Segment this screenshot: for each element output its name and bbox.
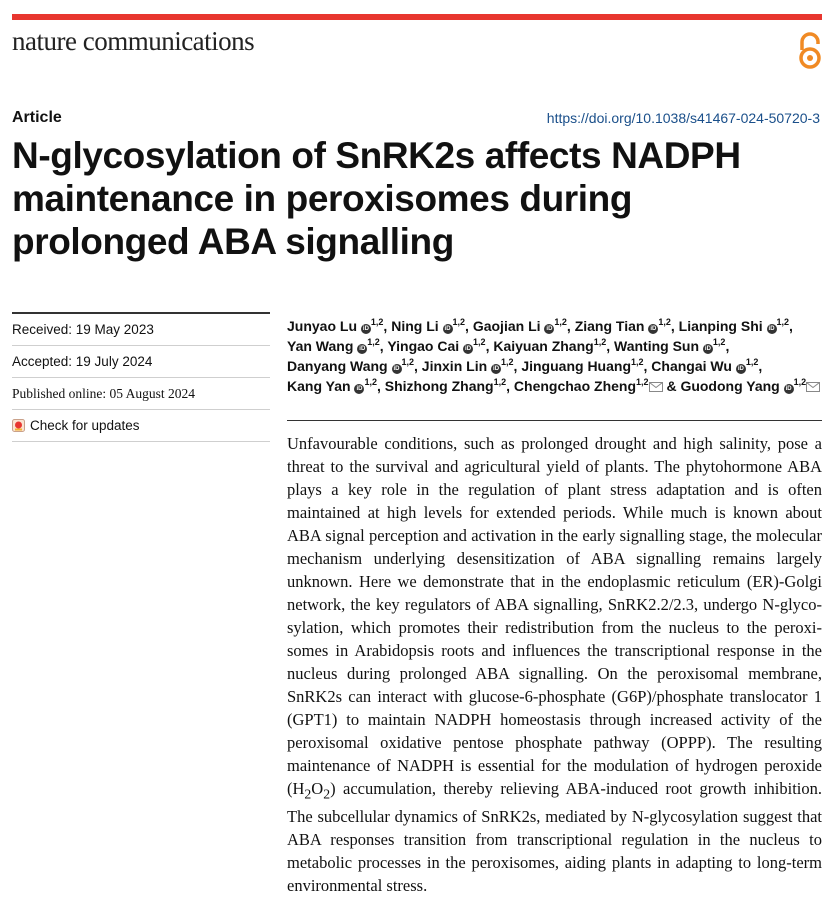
orcid-icon[interactable]: iD: [768, 326, 775, 332]
abstract: [287, 432, 822, 897]
orcid-icon[interactable]: iD: [359, 346, 366, 352]
author[interactable]: [521, 358, 643, 374]
author[interactable]: [493, 338, 606, 354]
author[interactable]: [651, 358, 758, 374]
author-affiliation: 1,2: [493, 377, 507, 387]
author[interactable]: [614, 338, 725, 354]
author[interactable]: & Guodong Yang iD$^{1,2}$: [666, 378, 820, 394]
article-type-label: Article: [12, 109, 62, 126]
author-affiliation: 1,2: [364, 377, 377, 387]
author[interactable]: [473, 318, 567, 334]
author[interactable]: [575, 318, 671, 334]
author-affiliation: 1,2: [473, 337, 486, 347]
author-name: Jinguang Huang: [521, 358, 631, 374]
journal-accent-bar: [12, 14, 822, 20]
author-name: Chengchao Zheng: [513, 378, 637, 394]
orcid-icon[interactable]: iD: [393, 366, 400, 372]
author-name: Kang Yan: [287, 378, 351, 394]
accepted-date: Accepted: 19 July 2024: [12, 345, 270, 377]
abstract-text-part1: Unfavourable conditions, such as prolonged drought and high salinity, pose a threat to the survival and agricultural yield of plants. The phytohormone ABA plays a key role in the regulation of plant stress adaptation and is often maintained at high levels for extended periods. While much is known about ABA signal perception and activation in the early signalling stage, the molecular mechanism underlying desensitization of ABA signalling remains largely unknown. Here we demonstrate that in the endoplasmic reticulum (ER)-Golgi network, the key regulators of ABA signalling, SnRK2.2/2.3, undergo N-glycosylation, which promotes their redistribution from the nucleus to the peroxisomes in Arabidopsis roots and influences the transcriptional response in the nucleus during prolonged ABA signalling. On the peroxisomal membrane, SnRK2s can interact with glucose-6-phosphate (G6P)/phosphate translocator 1 (GPT1) to maintain NADPH homeostasis through increased activity of the peroxisomal oxidative pentose phosphate pathway (OPPP). The resulting maintenance of NADPH is essential for the modulation of hydrogen peroxide (: [287, 434, 822, 798]
author[interactable]: [387, 338, 485, 354]
orcid-icon[interactable]: iD: [444, 326, 451, 332]
author-affiliation: 1,2: [745, 357, 759, 367]
email-icon[interactable]: [806, 382, 820, 392]
author[interactable]: [287, 378, 377, 394]
author[interactable]: [391, 318, 465, 334]
orcid-icon[interactable]: iD: [704, 346, 711, 352]
author-affiliation: 1,2: [367, 337, 380, 347]
h2o2-o: O: [311, 779, 324, 798]
author[interactable]: [287, 338, 380, 354]
abstract-text-part2: ) accumulation, thereby relieving ABA-induced root growth inhibition. The subcellular dynamics of SnRK2s, mediated by N-glycosylation suggest that ABA responses transition from transcriptional regulation in the nucleus to metabolic processes in the peroxisomes, aiding plants in adapting to long-term environmental stress.: [287, 779, 822, 896]
author-name: Wanting Sun: [614, 338, 700, 354]
author-name: Lianping Shi: [678, 318, 763, 334]
check-updates-label: Check for updates: [30, 418, 140, 433]
author-affiliation: 1,2: [793, 377, 807, 387]
author-list: Junyao Lu iD$^{1,2}$, Ning Li iD$^{1,2}$, Gaojian Li iD$^{1,2}$, Ziang Tian iD$^{1,2}$, Lianping Shi iD$^{1,2}$, Yan Wang iD$^{1,2}$, Yingao Cai iD$^{1,2}$, Kaiyuan Zhang$^{1,2}$, Wanting Sun iD$^{1,2}$, Danyang Wang iD$^{1,2}$, Jinxin Lin iD$^{1,2}$, Jinguang Huang$^{1,2}$, Changai Wu iD$^{1,2}$, Kang Yan iD$^{1,2}$, Shizhong Zhang$^{1,2}$, Chengchao Zheng$^{1,2}$ & Guodong Yang iD$^{1,2}$: [287, 316, 822, 396]
article-title: N-glycosylation of SnRK2s affects NADPH maintenance in peroxisomes during prolonged ABA signalling: [12, 135, 741, 262]
orcid-icon[interactable]: iD: [737, 366, 744, 372]
author-name: Kaiyuan Zhang: [493, 338, 594, 354]
author-affiliation: 1,2: [631, 357, 644, 367]
author-affiliation: 1,2: [712, 337, 726, 347]
orcid-icon[interactable]: iD: [546, 326, 553, 332]
author-affiliation: 1,2: [776, 317, 790, 327]
author-affiliation: 1,2: [401, 357, 415, 367]
author-affiliation: 1,2: [593, 337, 607, 347]
author-affiliation: 1,2: [370, 317, 384, 327]
orcid-icon[interactable]: iD: [356, 386, 363, 392]
orcid-icon[interactable]: iD: [785, 386, 792, 392]
author-name: Gaojian Li: [472, 318, 541, 334]
author-name: Guodong Yang: [680, 378, 780, 394]
h2o2-subscript-1: 2: [304, 786, 312, 802]
doi-link[interactable]: https://doi.org/10.1038/s41467-024-50720-3: [546, 110, 820, 126]
h2o2-subscript-2: 2: [323, 786, 331, 802]
orcid-icon[interactable]: iD: [362, 326, 369, 332]
dates-panel: [12, 312, 270, 442]
author-name: Jinxin Lin: [421, 358, 488, 374]
author-name: Yan Wang: [287, 338, 354, 354]
check-updates-icon: [12, 419, 25, 432]
orcid-icon[interactable]: iD: [650, 326, 657, 332]
orcid-icon[interactable]: iD: [465, 346, 472, 352]
author-name: Shizhong Zhang: [384, 378, 494, 394]
published-date: Published online: 05 August 2024: [12, 377, 270, 409]
author-affiliation: 1,2: [501, 357, 514, 367]
open-access-icon: [796, 30, 824, 70]
author[interactable]: [679, 318, 789, 334]
author[interactable]: [422, 358, 514, 374]
author-name: Junyao Lu: [287, 318, 358, 334]
author[interactable]: [514, 378, 663, 394]
author-name: Yingao Cai: [387, 338, 460, 354]
received-date: Received: 19 May 2023: [12, 312, 270, 345]
author-name: Ning Li: [391, 318, 439, 334]
author[interactable]: [287, 358, 414, 374]
orcid-icon[interactable]: iD: [493, 366, 500, 372]
author-name: Ziang Tian: [574, 318, 645, 334]
h2o2-h: H: [292, 779, 305, 798]
author[interactable]: [385, 378, 506, 394]
author-affiliation: 1,2: [636, 377, 649, 387]
check-for-updates-button[interactable]: [12, 409, 270, 442]
author-name: Changai Wu: [651, 358, 732, 374]
email-icon[interactable]: [649, 382, 663, 392]
journal-name: nature communications: [12, 26, 255, 56]
author-name: Danyang Wang: [287, 358, 388, 374]
abstract-divider: [287, 420, 822, 421]
author-affiliation: 1,2: [554, 317, 567, 327]
author[interactable]: [287, 318, 383, 334]
author-affiliation: 1,2: [658, 317, 671, 327]
author-affiliation: 1,2: [452, 317, 466, 327]
